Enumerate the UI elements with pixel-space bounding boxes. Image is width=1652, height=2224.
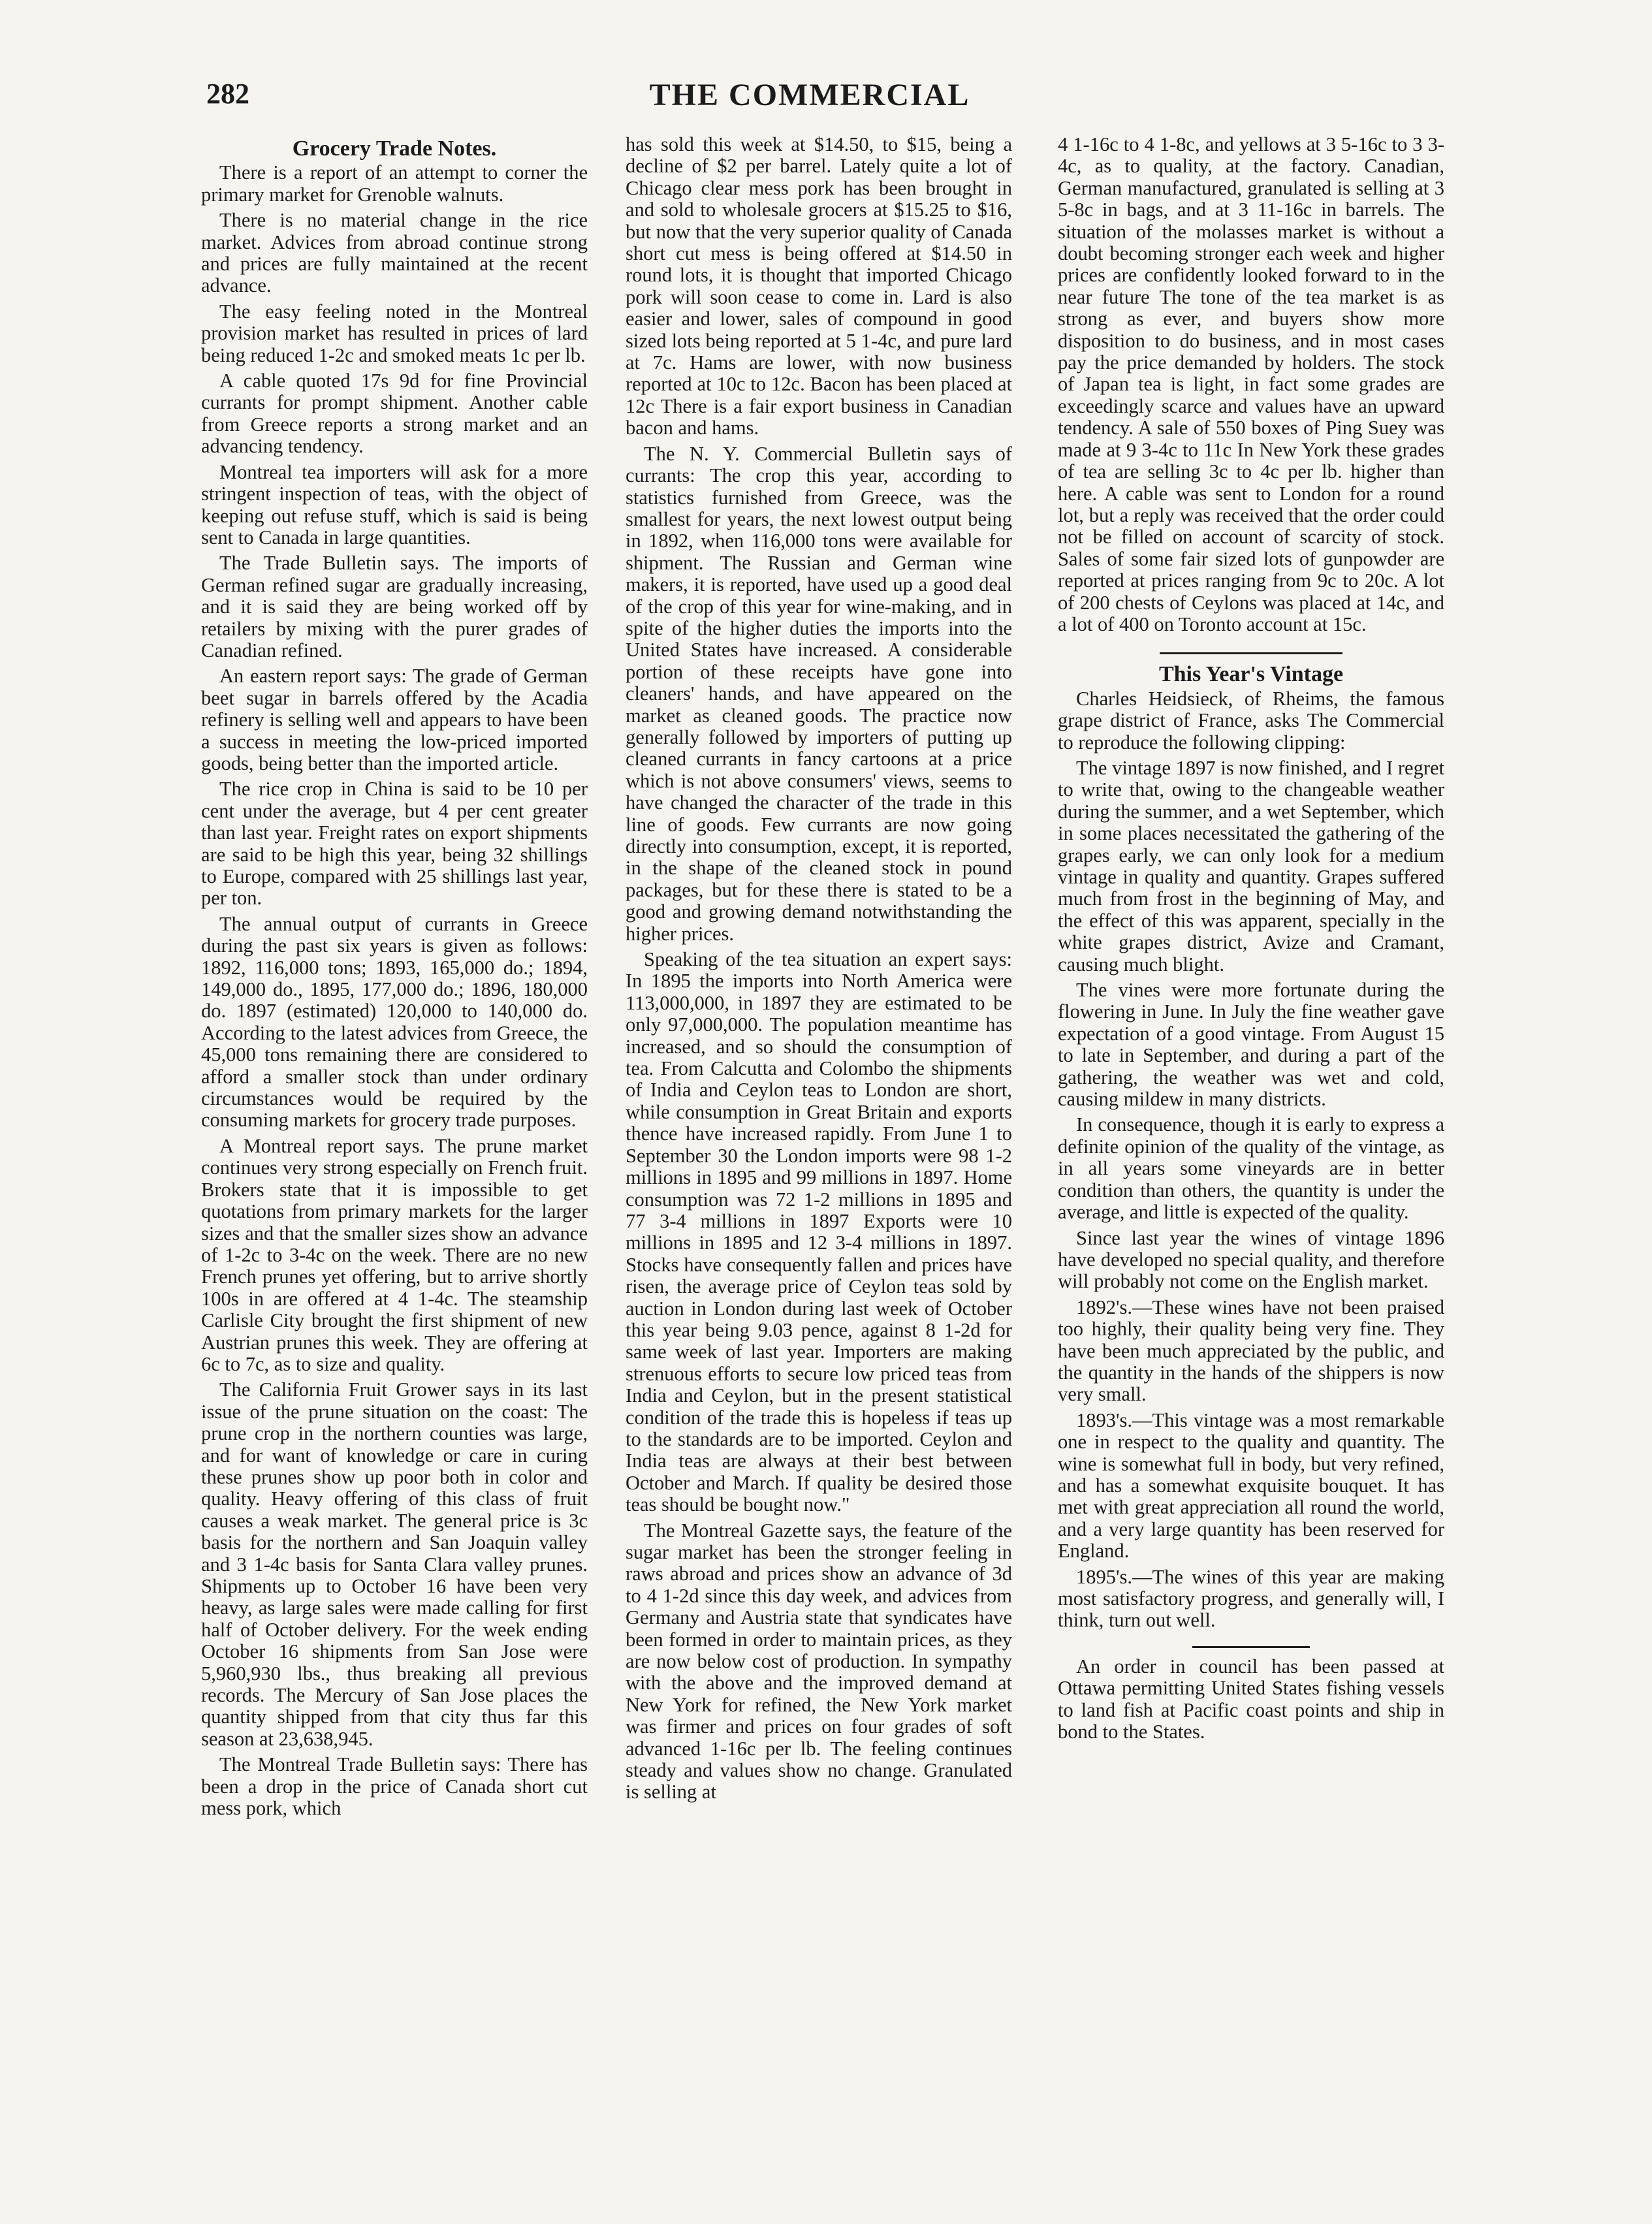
page-number: 282 <box>206 78 249 110</box>
article-paragraph: Montreal tea importers will ask for a more stringent inspection of teas, with the object of keeping out refuse stuff, which is said is being sent to Canada in large quantities. <box>201 460 588 548</box>
article-paragraph: An eastern report says: The grade of German beet sugar in barrels offered by the Acadia refinery is selling well and appears to have been a success in meeting the low-priced imported goods, being better than the imported article. <box>201 665 588 774</box>
section-divider <box>1192 1646 1310 1648</box>
article-paragraph: The Montreal Trade Bulletin says: There has been a drop in the price of Canada short cut mess pork, which <box>201 1753 588 1820</box>
article-paragraph: has sold this week at $14.50, to $15, being a decline of $2 per barrel. Lately quite a lot of Chicago clear mess pork has been brought in and sold to wholesale grocers at $15.25 to $16, but now that the very superior quality of Canada short cut mess is being offered at $14.50 in round lots, it is thought that imported Chicago pork will soon cease to come in. Lard is also easier and lower, sales of compound in good sized lots being reported at 5 1-4c, and pure lard at 7c. Hams are lower, with now business reported at 10c to 12c. Bacon has been placed at 12c There is a fair export business in Canadian bacon and hams. <box>626 134 1012 439</box>
article-paragraph: The vintage 1897 is now finished, and I regret to write that, owing to the changeable weather during the summer, and a wet September, which in some places necessitated the gathering of the grapes early, we can only look for a medium vintage in quality and quantity. Grapes suffered much from frost in the beginning of May, and the effect of this was apparent, specially in the white grapes district, Avize and Cramant, causing much blight. <box>1058 756 1444 976</box>
article-paragraph: The vines were more fortunate during the flowering in June. In July the fine weather gave expectation of a good vintage. From August 15 to late in September, and during a part of the gathering, the weather was wet and cold, causing mildew in many districts. <box>1058 979 1444 1111</box>
article-paragraph: A cable quoted 17s 9d for fine Provincial currants for prompt shipment. Another cable from Greece reports a strong market and an advancing tendency. <box>201 370 588 458</box>
column-1 <box>201 134 588 2197</box>
article-paragraph: The rice crop in China is said to be 10 per cent under the average, but 4 per cent greater than last year. Freight rates on export shipments are said to be high this year, being 32 shillings to Europe, compared with 25 shillings last year, per ton. <box>201 778 588 910</box>
journal-title: THE COMMERCIAL <box>649 78 970 112</box>
article-paragraph: 1892's.—These wines have not been praised too highly, their quality being very fine. They have been much appreciated by the public, and the quantity in the hands of the shippers is now very small. <box>1058 1295 1444 1406</box>
article-paragraph: There is a report of an attempt to corner the primary market for Grenoble walnuts. <box>201 161 588 206</box>
article-paragraph: 4 1-16c to 4 1-8c, and yellows at 3 5-16c to 3 3-4c, as to quality, at the factory. Canadian, German manufactured, granulated is selling at 3 5-8c in bags, and at 3 11-16c in barrels. The situation of the molasses market is without a doubt becoming stronger each week and higher prices are confidently looked forward to in the near future The tone of the tea market is as strong as ever, and buyers show more disposition to do business, and in most cases pay the price demanded by holders. The stock of Japan tea is light, in fact some grades are exceedingly scarce and values have an upward tendency. A sale of 550 boxes of Ping Suey was made at 9 3-4c to 11c In New York these grades of tea are selling 3c to 4c per lb. higher than here. A cable was sent to London for a round lot, but a reply was received that the order could not be filled on account of scarcity of stock. Sales of some fair sized lots of gunpowder are reported at prices ranging from 9c to 20c. A lot of 200 chests of Ceylons was placed at 14c, and a lot of 400 on Toronto account at 15c. <box>1058 134 1444 635</box>
article-paragraph: The Trade Bulletin says. The imports of German refined sugar are gradually increasing, and it is said they are being worked off by retailers by mixing with the purer grades of Canadian refined. <box>201 552 588 661</box>
article-paragraph: In consequence, though it is early to express a definite opinion of the quality of the vintage, as in all years some vineyards are in better condition than others, the quantity is under the average, and little is expected of the quality. <box>1058 1113 1444 1224</box>
article-paragraph: The California Fruit Grower says in its last issue of the prune situation on the coast: The prune crop in the northern counties was large, and for want of knowledge or care in curing these prunes show up poor both in color and quality. Heavy offering of this class of fruit causes a weak market. The general price is 3c basis for the northern and San Joaquin valley and 3 1-4c basis for Santa Clara valley prunes. Shipments up to October 16 have been very heavy, as large sales were made calling for first half of October delivery. For the week ending October 16 shipments from San Jose were 5,960,930 lbs., thus breaking all previous records. The Mercury of San Jose places the quantity shipped from that city thus far this season at 23,638,945. <box>201 1378 588 1750</box>
column-3 <box>1058 134 1444 2197</box>
article-paragraph: A Montreal report says. The prune market continues very strong especially on French fruit. Brokers state that it is impossible to get quotations from primary markets for the larger sizes and that the smaller sizes show an advance of 1-2c to 3-4c on the week. There are no new French prunes yet offering, but to arrive shortly 100s in are offered at 4 1-4c. The steamship Carlisle City brought the first shipment of new Austrian prunes this week. They are offering at 6c to 7c, as to size and quality. <box>201 1134 588 1375</box>
article-paragraph: Speaking of the tea situation an expert says: In 1895 the imports into North America were 113,000,000, in 1897 they are estimated to be only 97,000,000. The population meantime has increased, and so should the consumption of tea. From Calcutta and Colombo the shipments of India and Ceylon teas to London are short, while consumption in Great Britain and exports thence have increased rapidly. From June 1 to September 30 the London imports were 98 1-2 millions in 1895 and 99 millions in 1897. Home consumption was 72 1-2 millions in 1895 and 77 3-4 millions in 1897 Exports were 10 millions in 1895 and 12 3-4 millions in 1897. Stocks have consequently fallen and prices have risen, the average price of Ceylon teas sold by auction in London during last week of October this year being 9.03 pence, against 8 1-2d for same week of last year. Importers are making strenuous efforts to secure low priced teas from India and Ceylon, but in the present statistical condition of the trade this is hopeless if teas up to the standards are to be imported. Ceylon and India teas are always at their best between October and March. If quality be desired those teas should be bought now." <box>626 948 1012 1516</box>
section-divider <box>1160 652 1342 654</box>
article-paragraph: The N. Y. Commercial Bulletin says of currants: The crop this year, according to statistics furnished from Greece, was the smallest for years, the next lowest output being in 1892, when 116,000 tons were available for shipment. The Russian and German wine makers, it is reported, have used up a good deal of the crop of this year for wine-making, and in spite of the higher duties the imports into the United States have increased. A considerable portion of these receipts have gone into cleaners' hands, and have appeared on the market as cleaned goods. The practice now generally followed by importers of putting up cleaned currants in fancy cartoons at a price which is not above consumers' views, seems to have changed the character of the trade in this line of goods. Few currants are now going directly into consumption, except, it is reported, in the shape of the cleaned stock in pound packages, but for these there is stated to be a good and growing demand notwithstanding the higher prices. <box>626 442 1012 945</box>
column-2 <box>626 134 1012 2197</box>
article-paragraph: There is no material change in the rice market. Advices from abroad continue strong and prices are fully maintained at the recent advance. <box>201 209 588 297</box>
page-header <box>196 77 1423 129</box>
grocery-trade-notes-heading: Grocery Trade Notes. <box>292 136 497 161</box>
article-paragraph: The easy feeling noted in the Montreal provision market has resulted in prices of lard being reduced 1-2c and smoked meats 1c per lb. <box>201 300 588 366</box>
article-paragraph: The annual output of currants in Greece during the past six years is given as follows: 1892, 116,000 tons; 1893, 165,000 do.; 1894, 149,000 do., 1895, 177,000 do.; 1896, 180,000 do. 1897 (estimated) 120,000 to 140,000 do. According to the latest advices from Greece, the 45,000 tons remaining there are considered to afford a smaller stock than under ordinary circumstances would be required by the consuming markets for grocery trade purposes. <box>201 912 588 1132</box>
article-paragraph: 1895's.—The wines of this year are making most satisfactory progress, and generally will, I think, turn out well. <box>1058 1565 1444 1632</box>
article-paragraph: An order in council has been passed at Ottawa permitting United States fishing vessels to land fish at Pacific coast points and ship in bond to the States. <box>1058 1655 1444 1743</box>
vintage-heading: This Year's Vintage <box>1158 662 1344 687</box>
article-paragraph: Since last year the wines of vintage 1896 have developed no special quality, and therefore will probably not come on the English market. <box>1058 1226 1444 1293</box>
article-paragraph: 1893's.—This vintage was a most remarkable one in respect to the quality and quantity. The wine is somewhat full in body, but very refined, and has a somewhat exquisite bouquet. It has met with great appreciation all round the world, and a very large quantity has been reserved for England. <box>1058 1408 1444 1563</box>
article-paragraph: Charles Heidsieck, of Rheims, the famous grape district of France, asks The Commercial to reproduce the following clipping: <box>1058 687 1444 754</box>
article-paragraph: The Montreal Gazette says, the feature of the sugar market has been the stronger feeling in raws abroad and prices show an advance of 3d to 4 1-2d since this day week, and advices from Germany and Austria state that syndicates have been formed in order to maintain prices, as they are now below cost of production. In sympathy with the above and the improved demand at New York for refined, the New York market was firmer and prices on four grades of soft advanced 1-16c per lb. The feeling continues steady and values show no change. Granulated is selling at <box>626 1519 1012 1803</box>
